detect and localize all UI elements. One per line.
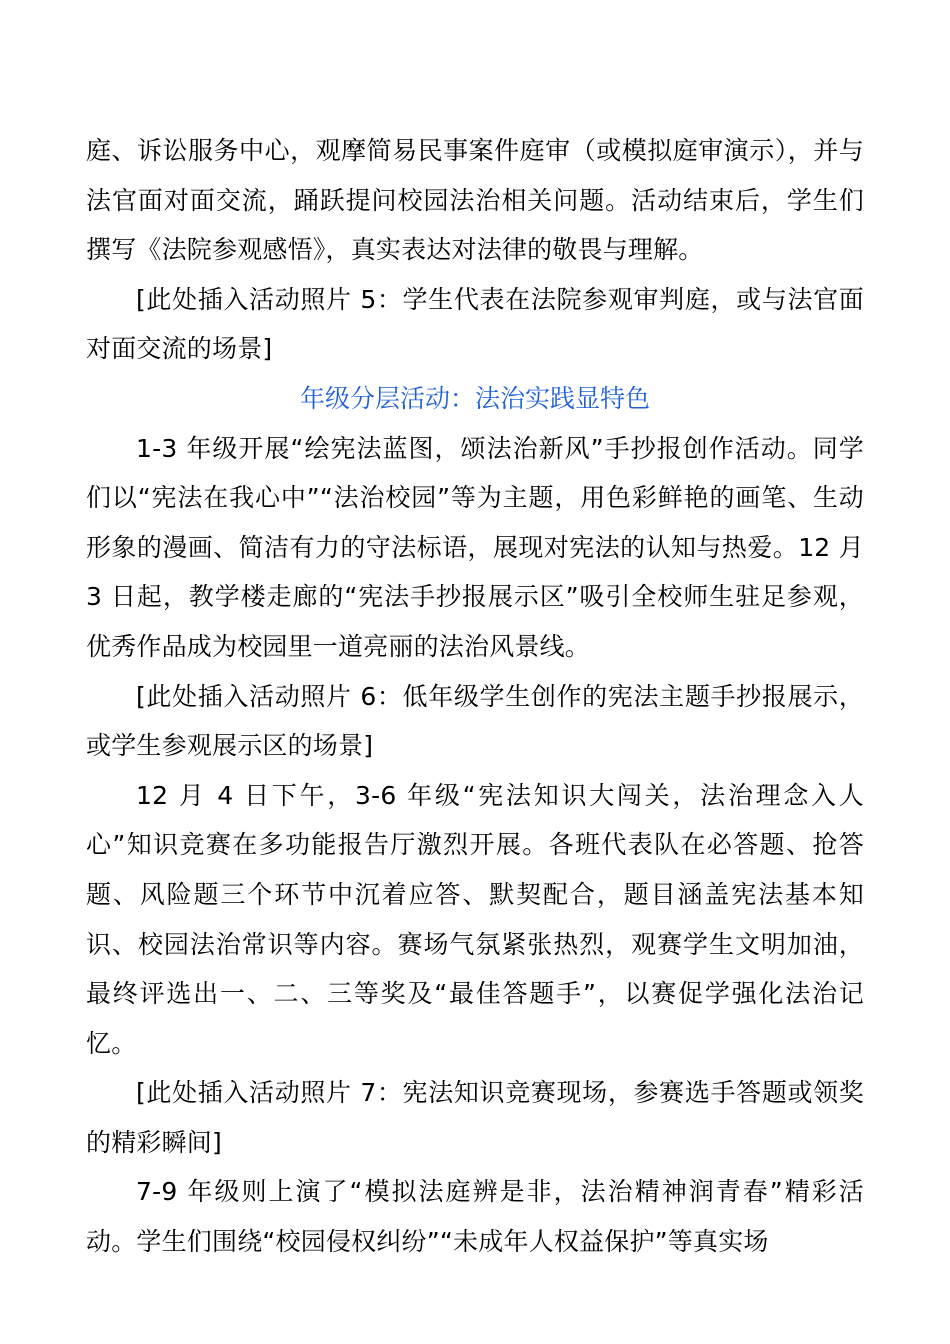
document-page	[86, 126, 864, 1267]
photo-placeholder-5: [此处插入活动照片 5：学生代表在法院参观审判庭，或与法官面对面交流的场景]	[86, 284, 864, 364]
photo-placeholder-6: [此处插入活动照片 6：低年级学生创作的宪法主题手抄报展示，或学生参观展示区的场景]	[86, 681, 864, 761]
paragraph-grade-3-6: 12 月 4 日下午，3-6 年级“宪法知识大闯关，法治理念入人心”知识竞赛在多功能报告厅激烈开展。各班代表队在必答题、抢答题、风险题三个环节中沉着应答、默契配合，题目涵盖宪法基本知识、校园法治常识等内容。赛场气氛紧张热烈，观赛学生文明加油，最终评选出一、二、三等奖及“最佳答题手”，以赛促学强化法治记忆。	[86, 780, 864, 1058]
photo-placeholder-7: [此处插入活动照片 7：宪法知识竞赛现场，参赛选手答题或领奖的精彩瞬间]	[86, 1078, 864, 1157]
paragraph-grade-1-3: 1-3 年级开展“绘宪法蓝图，颂法治新风”手抄报创作活动。同学们以“宪法在我心中”“法治校园”等为主题，用色彩鲜艳的画笔、生动形象的漫画、简洁有力的守法标语，展现对宪法的认知与热爱。12 月 3 日起，教学楼走廊的“宪法手抄报展示区”吸引全校师生驻足参观，优秀作品成为校园里一道亮丽的法治风景线。	[86, 433, 864, 661]
paragraph-court-visit-continued: 庭、诉讼服务中心，观摩简易民事案件庭审（或模拟庭审演示），并与法官面对面交流，踊跃提问校园法治相关问题。活动结束后，学生们撰写《法院参观感悟》，真实表达对法律的敬畏与理解。	[86, 136, 864, 265]
section-heading: 年级分层活动：法治实践显特色	[299, 383, 650, 413]
paragraph-grade-7-9: 7-9 年级则上演了“模拟法庭辨是非，法治精神润青春”精彩活动。学生们围绕“校园侵权纠纷”“未成年人权益保护”等真实场	[86, 1177, 864, 1257]
